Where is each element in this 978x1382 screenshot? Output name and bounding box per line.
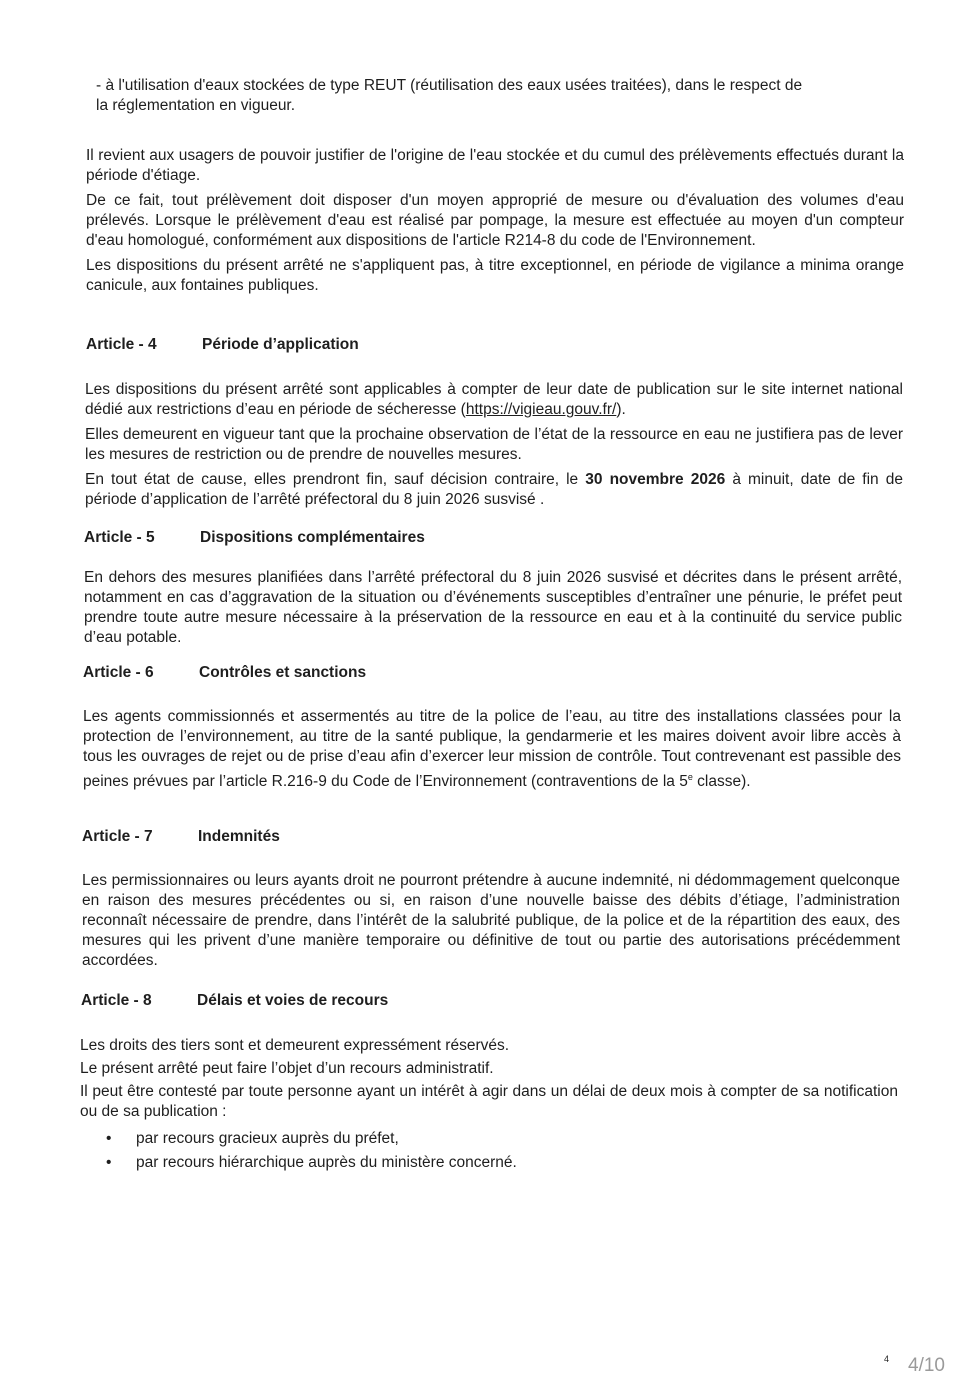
article-4-p1-end: ).	[616, 401, 626, 418]
article-8-paragraph-3: Il peut être contesté par toute personne ayant un intérêt à agir dans un délai de deux mois à compter de sa notification ou de sa publication :	[80, 1083, 898, 1120]
intro-paragraph-3: Les dispositions du présent arrêté ne s'appliquent pas, à titre exceptionnel, en période de vigilance a minima orange canicule, aux fontaines publiques.	[86, 257, 904, 294]
article-6-body	[83, 707, 901, 792]
list-item	[80, 1129, 898, 1153]
article-4-body	[85, 380, 903, 510]
article-4-paragraph-3	[85, 470, 903, 510]
page-counter: 4/10	[908, 1355, 945, 1376]
article-8-body	[80, 1036, 898, 1122]
article-8-title: Délais et voies de recours	[197, 992, 389, 1009]
bullet-icon: •	[106, 1154, 112, 1171]
article-5-title: Dispositions complémentaires	[200, 529, 425, 546]
list-item-label: par recours gracieux auprès du préfet,	[136, 1130, 399, 1147]
intro-paragraph-1: Il revient aux usagers de pouvoir justifier de l'origine de l'eau stockée et du cumul des prélèvements effectués durant la période d'étiage.	[86, 147, 904, 184]
article-5-paragraph-1: En dehors des mesures planifiées dans l’arrêté préfectoral du 8 juin 2026 susvisé et décrites dans le présent arrêté, notamment en cas d’aggravation de la situation ou d’événements susceptibles d’entraîner une pénurie, le préfet peut prendre toute autre mesure nécessaire à la préservation de la ressource en eau et à la continuité du service public d’eau potable.	[84, 569, 902, 646]
article-4-p3-end: à minuit, date de fin de période d’application de l’arrêté préfectoral du 8 juin 2026 susvisé .	[85, 471, 903, 508]
article-4-number: Article - 4	[86, 336, 157, 353]
article-4-p1-text: Les dispositions du présent arrêté sont applicables à compter de leur date de publication sur le site internet national dédié aux restrictions d’eau en période de sécheresse (	[85, 381, 903, 418]
recourse-list	[80, 1129, 898, 1177]
article-7-number: Article - 7	[82, 828, 153, 845]
article-5-body	[84, 568, 902, 648]
end-date: 30 novembre 2026	[585, 471, 726, 488]
article-6-number: Article - 6	[83, 664, 154, 681]
article-5-heading	[84, 528, 425, 548]
article-7-title: Indemnités	[198, 828, 280, 845]
intro-block	[86, 146, 904, 296]
reut-item	[96, 76, 906, 116]
article-5-number: Article - 5	[84, 529, 155, 546]
article-8-paragraph-1: Les droits des tiers sont et demeurent expressément réservés.	[80, 1037, 510, 1054]
article-4-paragraph-1	[85, 380, 903, 420]
article-6-title: Contrôles et sanctions	[199, 664, 367, 681]
article-4-heading	[86, 335, 359, 355]
article-7-heading	[82, 827, 280, 847]
list-item-label: par recours hiérarchique auprès du ministère concerné.	[136, 1154, 517, 1171]
list-item	[80, 1153, 898, 1177]
ordinal-suffix: e	[687, 772, 693, 782]
article-4-title: Période d’application	[202, 336, 359, 353]
intro-paragraph-2: De ce fait, tout prélèvement doit disposer d'un moyen approprié de mesure ou d'évaluation des volumes d'eau prélevés. Lorsque le prélèvement d'eau est réalisé par pompage, la mesure est effectuée au moyen d'un compteur d'eau homologué, conformément aux dispositions de l'article R214-8 du code de l'Environnement.	[86, 192, 904, 249]
page-number: 4	[884, 1354, 890, 1364]
article-4-paragraph-2: Elles demeurent en vigueur tant que la prochaine observation de l’état de la ressource en eau ne justifiera pas de lever les mesures de restriction ou de prendre de nouvelles mesures.	[85, 426, 903, 463]
article-7-body	[82, 871, 900, 971]
article-8-number: Article - 8	[81, 992, 152, 1009]
article-8-paragraph-2: Le présent arrêté peut faire l’objet d’un recours administratif.	[80, 1060, 494, 1077]
article-4-p3-text: En tout état de cause, elles prendront fin, sauf décision contraire, le	[85, 471, 586, 488]
article-6-p1-end: classe).	[692, 773, 751, 791]
reut-line-2: la réglementation en vigueur.	[96, 97, 296, 114]
article-6-paragraph-1	[83, 707, 901, 792]
article-8-heading	[81, 991, 388, 1011]
article-6-p1-text: Les agents commissionnés et assermentés au titre de la police de l’eau, au titre des installations classées pour la protection de l’environnement, au titre de la santé publique, la gendarmerie et les maires doivent avoir libre accès à tous les ouvrages de rejet ou de prise d’eau afin d’exercer leur mission de contrôle. Tout contrevenant est passible des peines prévues par l’article R.216-9 du Code de l’Environnement (contraventions de la 5	[83, 708, 901, 791]
bullet-icon: •	[106, 1130, 112, 1147]
vigieau-link[interactable]: https://vigieau.gouv.fr/	[465, 401, 617, 418]
article-6-heading	[83, 663, 366, 683]
reut-line-1: - à l'utilisation d'eaux stockées de type REUT (réutilisation des eaux usées traitées), dans le respect de	[96, 77, 803, 94]
article-7-paragraph-1: Les permissionnaires ou leurs ayants droit ne pourront prétendre à aucune indemnité, ni dédommagement quelconque en raison des mesures précédentes ou si, en raison d’une nouvelle baisse des débits d’étiage, l’administration reconnaît nécessaire de prendre, dans l’intérêt de la salubrité publique, de la police et de la répartition des eaux, des mesures qui les privent d’une manière temporaire ou définitive de tout ou partie des autorisations précédemment accordées.	[82, 872, 900, 969]
